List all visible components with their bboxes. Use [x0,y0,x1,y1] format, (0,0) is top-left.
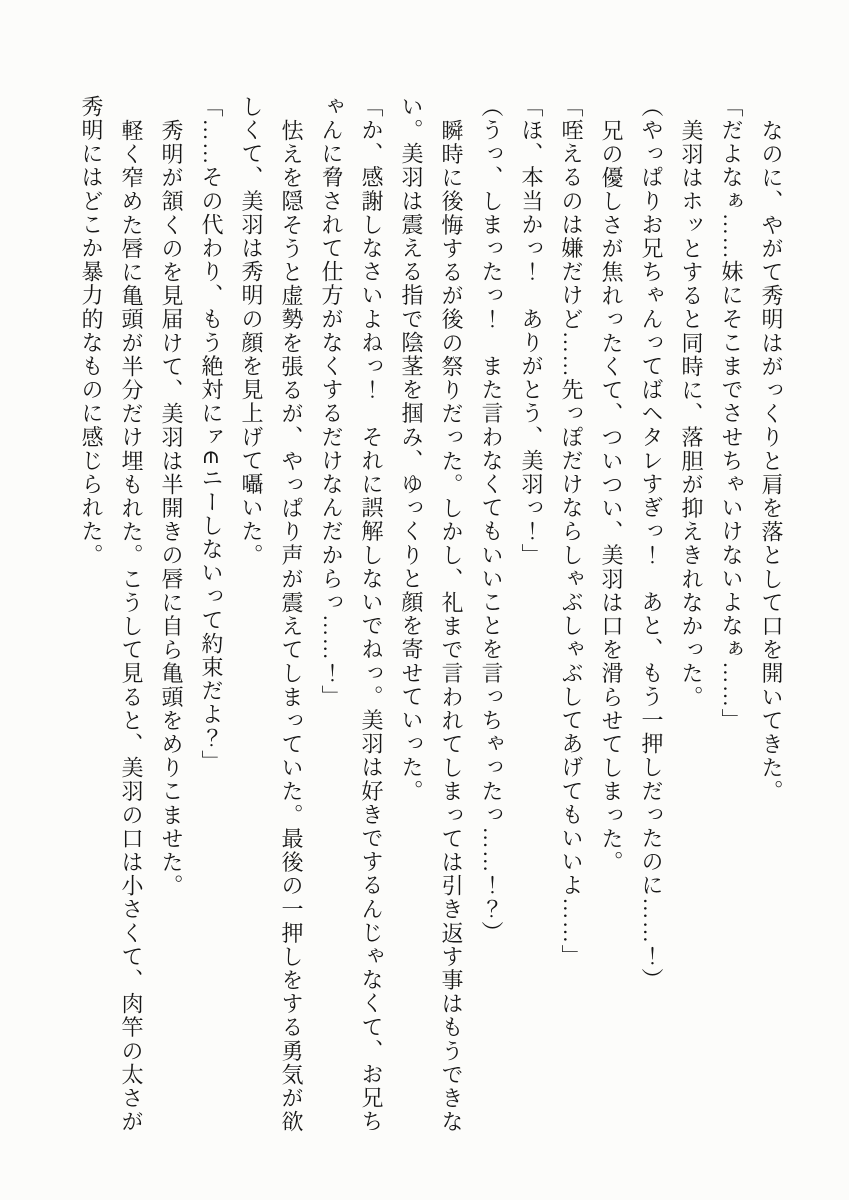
paragraph: （やっぱりお兄ちゃんってばヘタレすぎっ！ あと、もう一押しだったのに……！） [639,95,664,992]
paragraph: 美羽はホッとすると同時に、落胆が抑えきれなかった。 [679,118,704,709]
paragraph: 「咥えるのは嫌だけど……先っぽだけならしゃぶしゃぶしてあげてもいいよ……」 [559,95,584,969]
paragraph: 「だよなぁ……妹にそこまでさせちゃいけないよなぁ……」 [719,95,744,733]
paragraph: なのに、やがて秀明はがっくりと肩を落として口を開いてきた。 [759,118,784,803]
paragraph: 秀明が頷くのを見届けて、美羽は半開きの唇に自ら亀頭をめりこませた。 [159,118,184,898]
paragraph: 「か、感謝しなさいよねっ！ それに誤解しないでねっ。美羽は好きでするんじゃなくて、お兄ちゃんに脅されて仕方がなくするだけなんだからっ……！」 [319,95,384,1134]
paragraph: 軽く窄めた唇に亀頭が半分だけ埋もれた。こうして見ると、美羽の口は小さくて、肉竿の太さが秀明にはどこか暴力的なものに感じられた。 [79,95,144,1134]
paragraph: （うっ、しまったっ！ また言わなくてもいいことを言っちゃったっ……！？） [479,95,504,945]
paragraph: 兄の優しさが焦れったくて、ついつい、美羽は口を滑らせてしまった。 [599,118,624,874]
paragraph: 瞬時に後悔するが後の祭りだった。しかし、礼まで言われてしまっては引き返す事はもうできない。美羽は震える指で陰茎を掴み、ゆっくりと顔を寄せていった。 [399,95,464,1134]
paragraph: 怯えを隠そうと虚勢を張るが、やっぱり声が震えてしまっていた。最後の一押しをする勇気が欲しくて、美羽は秀明の顔を見上げて囁いた。 [239,95,304,1134]
text-area [71,95,791,1135]
paragraph: 「ほ、本当かっ！ ありがとう、美羽っ！」 [519,95,544,567]
paragraph: 「……その代わり、もう絶対にァ∈ニーしないって約束だよ？」 [199,95,224,774]
